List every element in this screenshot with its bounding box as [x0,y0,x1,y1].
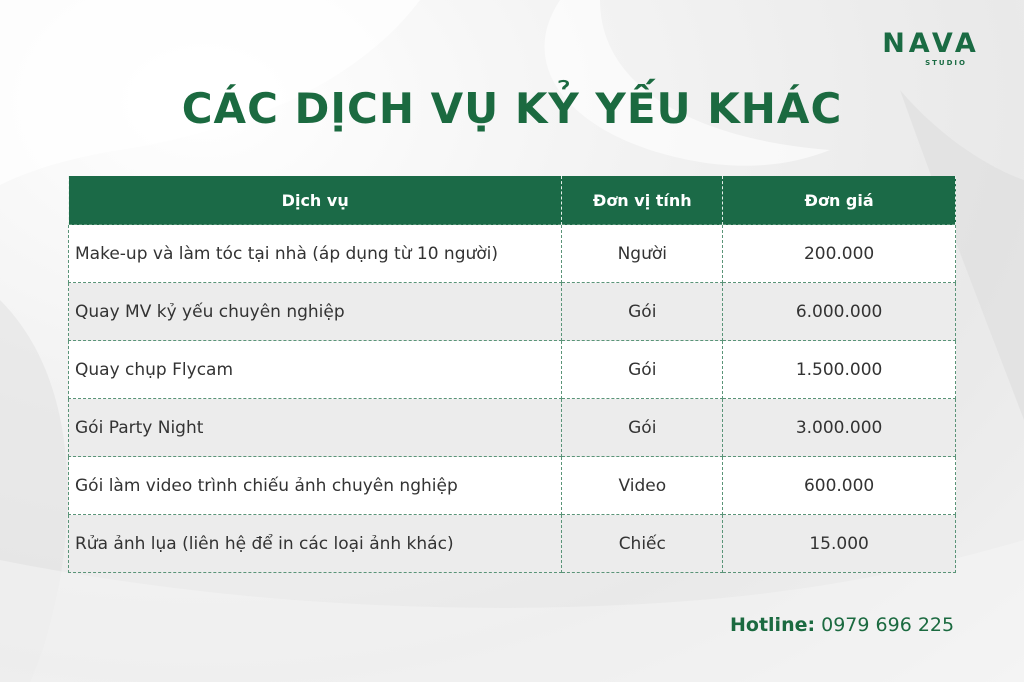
table-row [69,515,956,573]
cell-unit: Chiếc [562,515,723,573]
hotline-label: Hotline: [730,614,816,636]
brand-logo-sub: STUDIO [925,59,967,67]
header-unit: Đơn vị tính [562,176,723,225]
cell-service: Quay MV kỷ yếu chuyên nghiệp [69,283,562,341]
cell-price: 1.500.000 [723,341,956,399]
cell-service: Gói làm video trình chiếu ảnh chuyên nghiệp [69,457,562,515]
cell-unit: Người [562,225,723,283]
cell-price: 3.000.000 [723,399,956,457]
hotline [730,614,954,636]
table-row [69,457,956,515]
table-row [69,341,956,399]
cell-service: Rửa ảnh lụa (liên hệ để in các loại ảnh khác) [69,515,562,573]
cell-price: 6.000.000 [723,283,956,341]
cell-service: Gói Party Night [69,399,562,457]
table-row [69,283,956,341]
cell-price: 200.000 [723,225,956,283]
cell-price: 15.000 [723,515,956,573]
page-title: CÁC DỊCH VỤ KỶ YẾU KHÁC [181,84,843,133]
table-row [69,399,956,457]
cell-unit: Gói [562,399,723,457]
table-row [69,225,956,283]
table-header-row [69,176,956,225]
cell-unit: Video [562,457,723,515]
header-price: Đơn giá [723,176,956,225]
cell-unit: Gói [562,283,723,341]
cell-service: Quay chụp Flycam [69,341,562,399]
hotline-number[interactable]: 0979 696 225 [821,614,955,636]
services-price-table [68,176,956,573]
cell-service: Make-up và làm tóc tại nhà (áp dụng từ 10 người) [69,225,562,283]
cell-price: 600.000 [723,457,956,515]
header-service: Dịch vụ [69,176,562,225]
brand-logo-name: NAVA [882,28,980,59]
cell-unit: Gói [562,341,723,399]
brand-logo [868,30,994,70]
